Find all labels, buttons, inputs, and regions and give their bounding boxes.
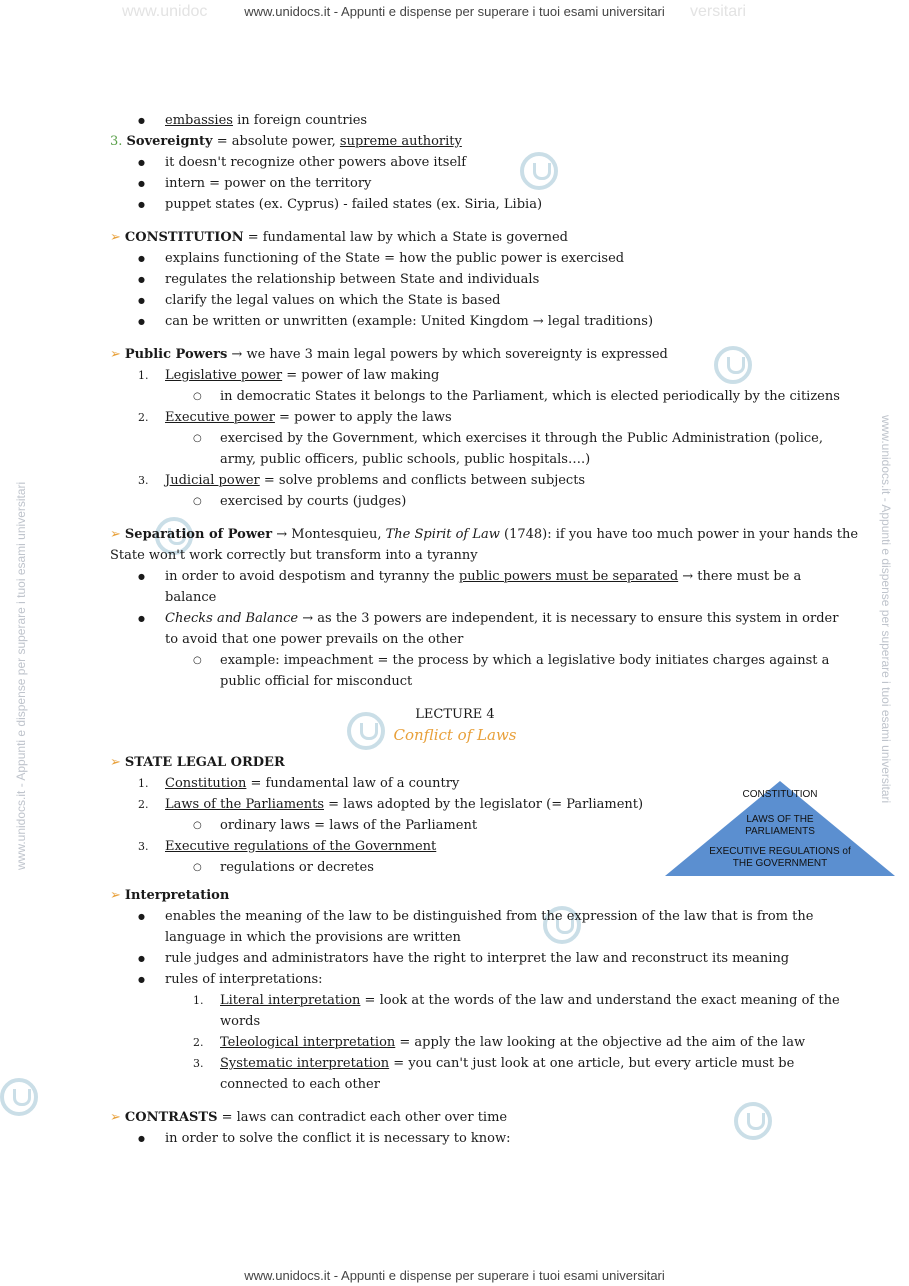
- sovereignty-heading: 3. Sovereignty = absolute power, supreme authority: [110, 134, 462, 149]
- list-item-continuation: balance: [165, 590, 217, 605]
- list-item: ● embassies in foreign countries: [110, 110, 800, 131]
- pyramid-label-laws-2: PARLIAMENTS: [745, 826, 815, 837]
- lecture-subtitle: Conflict of Laws: [393, 726, 517, 744]
- list-item: 1. Constitution = fundamental law of a country: [138, 776, 460, 791]
- list-item: ○ in democratic States it belongs to the Parliament, which is elected periodically by the citizens: [110, 386, 800, 407]
- list-item: 2. Laws of the Parliaments = laws adopted by the legislator (= Parliament): [138, 797, 644, 812]
- arrow-bullet-icon: ➢: [110, 527, 121, 542]
- list-item-continuation: to avoid that one power prevails on the other: [165, 632, 464, 647]
- pyramid-label-regulations: EXECUTIVE REGULATIONS of: [709, 846, 851, 857]
- arrow-bullet-icon: ➢: [110, 888, 121, 903]
- arrow-bullet-icon: ➢: [110, 1110, 121, 1125]
- watermark-ghost-left: www.unidoc: [122, 3, 208, 20]
- public-powers-heading: ➢ Public Powers → we have 3 main legal powers by which sovereignty is expressed: [110, 347, 668, 362]
- list-item: ● enables the meaning of the law to be distinguished from the expression of the law that is from the: [110, 906, 800, 927]
- list-item-continuation: connected to each other: [220, 1077, 380, 1092]
- pyramid-label-constitution: CONSTITUTION: [742, 789, 818, 800]
- list-item: 3. Executive regulations of the Government: [138, 839, 437, 854]
- document-body: [110, 110, 859, 1149]
- watermark-bottom: www.unidocs.it - Appunti e dispense per superare i tuoi esami universitari: [244, 1268, 665, 1283]
- list-item: ○ example: impeachment = the process by which a legislative body initiates charges against a: [110, 650, 800, 671]
- list-item: ● can be written or unwritten (example: United Kingdom → legal traditions): [110, 311, 800, 332]
- pyramid-label-regulations-2: THE GOVERNMENT: [732, 858, 828, 869]
- contrasts-heading: ➢ CONTRASTS = laws can contradict each other over time: [110, 1110, 508, 1125]
- arrow-bullet-icon: ➢: [110, 347, 121, 362]
- pyramid-label-laws: LAWS OF THE: [746, 814, 814, 825]
- watermark-side-right: www.unidocs.it - Appunti e dispense per superare i tuoi esami universitari: [879, 415, 893, 804]
- watermark-ghost-right: versitari: [690, 3, 747, 20]
- constitution-heading: ➢ CONSTITUTION = fundamental law by which a State is governed: [110, 230, 568, 245]
- list-item: 3. Systematic interpretation = you can't just look at one article, but every article must be: [193, 1056, 795, 1071]
- watermark-top: www.unidocs.it - Appunti e dispense per superare i tuoi esami universitari: [244, 4, 665, 19]
- watermark-side-left: www.unidocs.it - Appunti e dispense per superare i tuoi esami universitari: [14, 481, 28, 870]
- list-item: 1. Literal interpretation = look at the words of the law and understand the exact meaning of the: [193, 993, 840, 1008]
- arrow-bullet-icon: ➢: [110, 755, 121, 770]
- list-item: ● clarify the legal values on which the State is based: [110, 290, 800, 311]
- list-item: ○ regulations or decretes: [110, 857, 800, 878]
- list-item: ● puppet states (ex. Cyprus) - failed states (ex. Siria, Libia): [110, 194, 800, 215]
- list-item: ● in order to avoid despotism and tyranny the public powers must be separated → there must be a: [110, 566, 800, 587]
- list-item: ● regulates the relationship between State and individuals: [110, 269, 800, 290]
- interpretation-heading: ➢ Interpretation: [110, 888, 230, 903]
- legal-order-heading: ➢ STATE LEGAL ORDER: [110, 755, 285, 770]
- list-item-continuation: army, public officers, public schools, public hospitals….): [220, 452, 591, 467]
- separation-heading-continuation: State won't work correctly but transform into a tyranny: [110, 548, 478, 563]
- list-item: ○ exercised by the Government, which exercises it through the Public Administration (police,: [110, 428, 800, 449]
- list-item: ● explains functioning of the State = how the public power is exercised: [110, 248, 800, 269]
- list-item: ○ ordinary laws = laws of the Parliament: [110, 815, 800, 836]
- lecture-title: LECTURE 4: [415, 707, 495, 722]
- list-item: ● intern = power on the territory: [110, 173, 800, 194]
- list-item: ● Checks and Balance → as the 3 powers are independent, it is necessary to ensure this system in order: [110, 608, 800, 629]
- list-item-continuation: public official for misconduct: [220, 674, 413, 689]
- arrow-bullet-icon: ➢: [110, 230, 121, 245]
- legal-order-pyramid: [665, 781, 895, 876]
- watermark-logo-icon: [0, 1078, 38, 1116]
- list-item: ● rules of interpretations:: [110, 969, 800, 990]
- list-item: 1. Legislative power = power of law making: [138, 368, 440, 383]
- list-item: 2. Executive power = power to apply the laws: [138, 410, 452, 425]
- list-item: ● rule judges and administrators have the right to interpret the law and reconstruct its meaning: [110, 948, 800, 969]
- list-item: 2. Teleological interpretation = apply the law looking at the objective ad the aim of the law: [193, 1035, 806, 1050]
- separation-heading: ➢ Separation of Power → Montesquieu, The Spirit of Law (1748): if you have too much power in your hands the: [110, 527, 859, 542]
- list-item-continuation: words: [220, 1014, 261, 1029]
- list-item: ● in order to solve the conflict it is necessary to know:: [110, 1128, 800, 1149]
- list-item: ○ exercised by courts (judges): [110, 491, 800, 512]
- list-item: ● it doesn't recognize other powers above itself: [110, 152, 800, 173]
- list-item: 3. Judicial power = solve problems and conflicts between subjects: [138, 473, 586, 488]
- list-item-continuation: language in which the provisions are written: [165, 930, 461, 945]
